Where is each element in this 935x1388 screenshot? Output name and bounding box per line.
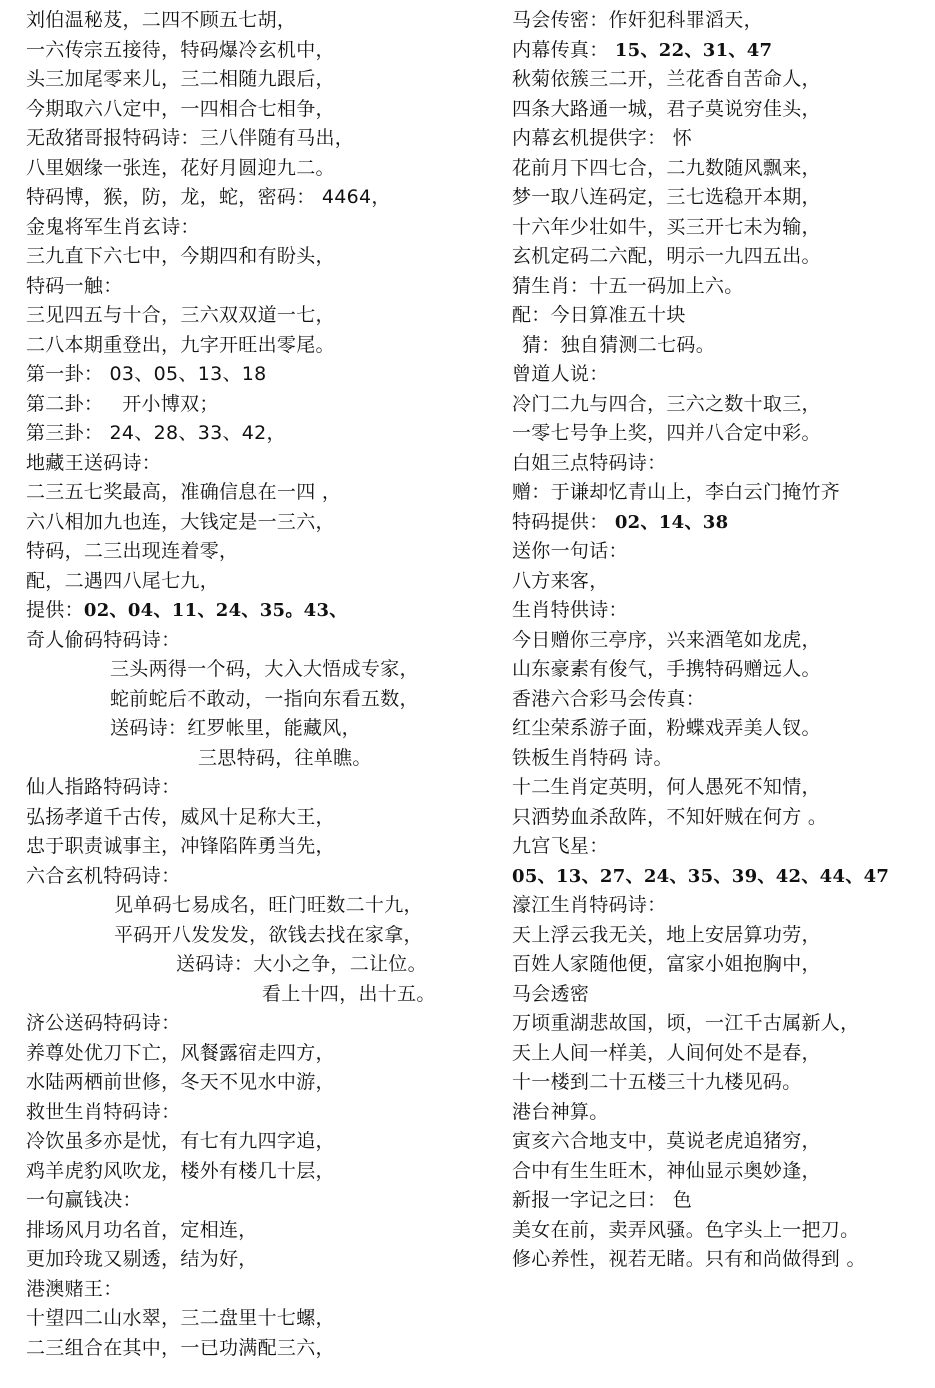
- right-text-line: [512, 862, 927, 892]
- right-text-line: [512, 773, 927, 803]
- line-text: 蛇前蛇后不敢动，一指向东看五数，: [110, 687, 419, 710]
- right-text-line: [512, 36, 927, 66]
- line-text: 看上十四，出十五。: [262, 982, 436, 1005]
- left-text-line: [26, 1245, 496, 1275]
- right-text-line: [512, 301, 927, 331]
- line-text: 红尘荣系游子面，粉蝶戏弄美人钗。: [512, 717, 821, 739]
- left-text-line: [26, 301, 496, 331]
- line-text: 寅亥六合地支中，莫说老虎追猪穷，: [512, 1130, 821, 1152]
- left-text-line: [26, 6, 496, 36]
- line-text: 白姐三点特码诗：: [512, 451, 667, 474]
- line-text: 八里姻缘一张连，花好月圆迎九二。: [26, 156, 335, 179]
- left-text-line: [26, 1186, 496, 1216]
- right-text-line: [512, 1127, 927, 1157]
- line-text: 三九直下六七中，今期四和有盼头，: [26, 245, 335, 267]
- line-text: 修心养性，视若无睹。只有和尚做得到 。: [512, 1248, 866, 1270]
- line-text: 提供：: [26, 599, 84, 621]
- right-text-line: [512, 950, 927, 980]
- line-text: 十六年少壮如牛，买三开七未为输，: [512, 215, 821, 238]
- left-text-line: [26, 921, 496, 951]
- right-text-line: [512, 449, 927, 479]
- line-text: 港澳赌王：: [26, 1277, 123, 1300]
- left-text-line: [26, 950, 496, 980]
- right-text-line: [512, 478, 927, 508]
- line-text: 万顷重湖悲故国，顷，一江千古属新人，: [512, 1012, 860, 1034]
- line-text: 一句赢钱决：: [26, 1189, 142, 1211]
- right-text-line: [512, 1186, 927, 1216]
- left-text-line: [26, 1216, 496, 1246]
- right-text-line: [512, 390, 927, 420]
- line-text: 冷饮虽多亦是忧，有七有九四字追，: [26, 1130, 335, 1152]
- line-text: 头三加尾零来儿，三二相随九跟后，: [26, 68, 335, 90]
- line-text: 第一卦： 03、05、13、18: [26, 363, 267, 385]
- left-text-line: [26, 95, 496, 125]
- left-text-line: [26, 419, 496, 449]
- line-text: 内幕玄机提供字： 怀: [512, 127, 693, 149]
- line-text: 天上人间一样美，人间何处不是春，: [512, 1041, 821, 1064]
- right-text-line: [512, 419, 927, 449]
- line-text: 无敌猪哥报特码诗：三八伴随有马出，: [26, 127, 355, 149]
- line-text: 百姓人家随他便，富家小姐抱胸中，: [512, 953, 821, 975]
- line-text: 一零七号争上奖，四并八合定中彩。: [512, 422, 821, 444]
- line-text: 九宫飞星：: [512, 835, 609, 857]
- line-text: 六合玄机特码诗：: [26, 864, 181, 887]
- right-text-line: [512, 921, 927, 951]
- left-text-line: [26, 862, 496, 892]
- right-text-line: [512, 124, 927, 154]
- right-text-line: [512, 331, 927, 361]
- line-text: 只洒势血杀敌阵，不知奸贼在何方 。: [512, 805, 828, 828]
- line-text: 今日赠你三亭序，兴来酒笔如龙虎，: [512, 628, 821, 651]
- line-text: 合中有生生旺木，神仙显示奥妙逢，: [512, 1159, 821, 1182]
- right-column: [512, 6, 927, 1275]
- right-text-line: [512, 360, 927, 390]
- line-text: 三头两得一个码，大入大悟成专家，: [110, 658, 419, 680]
- bold-numbers: 02、14、38: [614, 511, 729, 533]
- right-text-line: [512, 744, 927, 774]
- line-text: 新报一字记之曰： 色: [512, 1189, 693, 1211]
- left-text-line: [26, 803, 496, 833]
- right-text-line: [512, 95, 927, 125]
- right-text-line: [512, 213, 927, 243]
- line-text: 冷门二九与四合，三六之数十取三，: [512, 392, 821, 415]
- left-text-line: [26, 980, 496, 1010]
- line-text: 六八相加九也连，大钱定是一三六，: [26, 510, 335, 533]
- line-text: 一六传宗五接待，特码爆冷玄机中，: [26, 38, 335, 61]
- line-text: 四条大路通一城，君子莫说穷佳头，: [512, 97, 821, 120]
- line-text: 十一楼到二十五楼三十九楼见码。: [512, 1071, 802, 1093]
- line-text: 港台神算。: [512, 1100, 609, 1123]
- left-text-line: [26, 183, 496, 213]
- left-text-line: [26, 272, 496, 302]
- right-text-line: [512, 832, 927, 862]
- left-text-line: [26, 685, 496, 715]
- left-text-line: [26, 1009, 496, 1039]
- right-text-line: [512, 803, 927, 833]
- left-text-line: [26, 1275, 496, 1305]
- right-text-line: [512, 242, 927, 272]
- left-text-line: [26, 655, 496, 685]
- line-text: 三见四五与十合，三六双双道一七，: [26, 304, 335, 326]
- line-text: 特码提供：: [512, 510, 615, 533]
- line-text: 排场风月功名首，定相连，: [26, 1218, 258, 1241]
- left-text-line: [26, 65, 496, 95]
- left-text-line: [26, 1127, 496, 1157]
- line-text: 二三组合在其中，一已功满配三六，: [26, 1336, 335, 1359]
- bold-numbers: 05、13、27、24、35、39、42、44、47: [512, 865, 890, 887]
- line-text: 特码博，猴，防，龙，蛇，密码： 4464，: [26, 186, 391, 208]
- line-text: 配：今日算准五十块: [512, 304, 686, 326]
- right-text-line: [512, 685, 927, 715]
- left-text-line: [26, 832, 496, 862]
- left-text-line: [26, 891, 496, 921]
- right-text-line: [512, 6, 927, 36]
- line-text: 赠：于谦却忆青山上，李白云门掩竹齐: [512, 481, 841, 503]
- right-text-line: [512, 714, 927, 744]
- line-text: 猜：独自猜测二七码。: [522, 333, 716, 356]
- left-text-line: [26, 744, 496, 774]
- right-text-line: [512, 891, 927, 921]
- right-text-line: [512, 1009, 927, 1039]
- line-text: 梦一取八连码定，三七选稳开本期，: [512, 186, 821, 208]
- right-text-line: [512, 596, 927, 626]
- line-text: 二三五七奖最高，准确信息在一四 ，: [26, 481, 342, 503]
- left-text-line: [26, 1039, 496, 1069]
- left-text-line: [26, 773, 496, 803]
- bold-numbers: 02、04、11、24、35。43、: [83, 600, 348, 621]
- right-text-line: [512, 1216, 927, 1246]
- left-text-line: [26, 1334, 496, 1364]
- left-text-line: [26, 36, 496, 66]
- line-text: 配，二遇四八尾七九，: [26, 569, 220, 592]
- right-text-line: [512, 154, 927, 184]
- left-text-line: [26, 567, 496, 597]
- left-text-line: [26, 508, 496, 538]
- left-text-line: [26, 154, 496, 184]
- left-text-line: [26, 1157, 496, 1187]
- line-text: 今期取六八定中，一四相合七相争，: [26, 97, 335, 120]
- line-text: 鸡羊虎豹风吹龙，楼外有楼几十层，: [26, 1159, 335, 1182]
- line-text: 刘伯温秘芨，二四不顾五七胡，: [26, 9, 297, 31]
- left-text-line: [26, 714, 496, 744]
- line-text: 奇人偷码特码诗：: [26, 628, 181, 651]
- line-text: 特码一触：: [26, 274, 123, 297]
- left-text-line: [26, 537, 496, 567]
- right-text-line: [512, 655, 927, 685]
- line-text: 山东豪素有俊气，手携特码赠远人。: [512, 658, 821, 680]
- right-text-line: [512, 1039, 927, 1069]
- line-text: 生肖特供诗：: [512, 599, 628, 621]
- line-text: 水陆两栖前世修，冬天不见水中游，: [26, 1071, 335, 1093]
- line-text: 弘扬孝道千古传，威风十足称大王，: [26, 805, 335, 828]
- line-text: 地藏王送码诗：: [26, 451, 162, 474]
- line-text: 花前月下四七合，二九数随风飘来，: [512, 156, 821, 179]
- line-text: 见单码七易成名，旺门旺数二十九，: [114, 894, 423, 916]
- line-text: 忠于职责诚事主，冲锋陷阵勇当先，: [26, 835, 335, 857]
- left-text-line: [26, 1098, 496, 1128]
- right-text-line: [512, 626, 927, 656]
- line-text: 内幕传真：: [512, 38, 615, 61]
- left-text-line: [26, 213, 496, 243]
- right-text-line: [512, 183, 927, 213]
- line-text: 特码，二三出现连着零，: [26, 540, 239, 562]
- line-text: 马会传密：作奸犯科罪滔天，: [512, 9, 763, 31]
- bold-numbers: 15、22、31、47: [614, 39, 773, 61]
- left-column: [26, 6, 496, 1363]
- line-text: 曾道人说：: [512, 363, 609, 385]
- line-text: 玄机定码二六配，明示一九四五出。: [512, 245, 821, 267]
- line-text: 二八本期重登出，九字开旺出零尾。: [26, 333, 335, 356]
- right-text-line: [512, 65, 927, 95]
- line-text: 养尊处优刀下亡，风餐露宿走四方，: [26, 1041, 335, 1064]
- line-text: 济公送码特码诗：: [26, 1012, 181, 1034]
- line-text: 香港六合彩马会传真：: [512, 687, 706, 710]
- line-text: 第二卦： 开小博双；: [26, 392, 219, 415]
- line-text: 送码诗：红罗帐里，能藏风，: [110, 717, 361, 739]
- line-text: 马会透密: [512, 982, 590, 1005]
- line-text: 送你一句话：: [512, 540, 628, 562]
- line-text: 金鬼将军生肖玄诗：: [26, 215, 200, 238]
- right-text-line: [512, 508, 927, 538]
- line-text: 濠江生肖特码诗：: [512, 894, 667, 916]
- line-text: 救世生肖特码诗：: [26, 1100, 181, 1123]
- line-text: 猜生肖：十五一码加上六。: [512, 274, 744, 297]
- left-text-line: [26, 124, 496, 154]
- line-text: 送码诗：大小之争，二让位。: [176, 953, 427, 975]
- line-text: 十望四二山水翠，三二盘里十七螺，: [26, 1307, 335, 1329]
- line-text: 铁板生肖特码 诗。: [512, 746, 673, 769]
- line-text: 三思特码，往单瞧。: [198, 746, 372, 769]
- left-text-line: [26, 390, 496, 420]
- left-text-line: [26, 242, 496, 272]
- right-text-line: [512, 537, 927, 567]
- left-text-line: [26, 449, 496, 479]
- left-text-line: [26, 478, 496, 508]
- left-text-line: [26, 596, 496, 626]
- right-text-line: [512, 567, 927, 597]
- line-text: 秋菊依簇三二开，兰花香自苦命人，: [512, 68, 821, 90]
- line-text: 更加玲珑又剔透，结为好，: [26, 1248, 258, 1270]
- line-text: 十二生肖定英明，何人愚死不知情，: [512, 776, 821, 798]
- left-text-line: [26, 360, 496, 390]
- line-text: 仙人指路特码诗：: [26, 776, 181, 798]
- left-text-line: [26, 1068, 496, 1098]
- right-text-line: [512, 980, 927, 1010]
- left-text-line: [26, 1304, 496, 1334]
- right-text-line: [512, 1245, 927, 1275]
- right-text-line: [512, 1068, 927, 1098]
- right-text-line: [512, 272, 927, 302]
- line-text: 八方来客，: [512, 569, 609, 592]
- left-text-line: [26, 331, 496, 361]
- line-text: 美女在前，卖弄风骚。色字头上一把刀。: [512, 1218, 860, 1241]
- left-text-line: [26, 626, 496, 656]
- right-text-line: [512, 1157, 927, 1187]
- line-text: 天上浮云我无关，地上安居算功劳，: [512, 923, 821, 946]
- right-text-line: [512, 1098, 927, 1128]
- line-text: 平码开八发发发，欲钱去找在家拿，: [114, 923, 423, 946]
- line-text: 第三卦： 24、28、33、42，: [26, 422, 286, 444]
